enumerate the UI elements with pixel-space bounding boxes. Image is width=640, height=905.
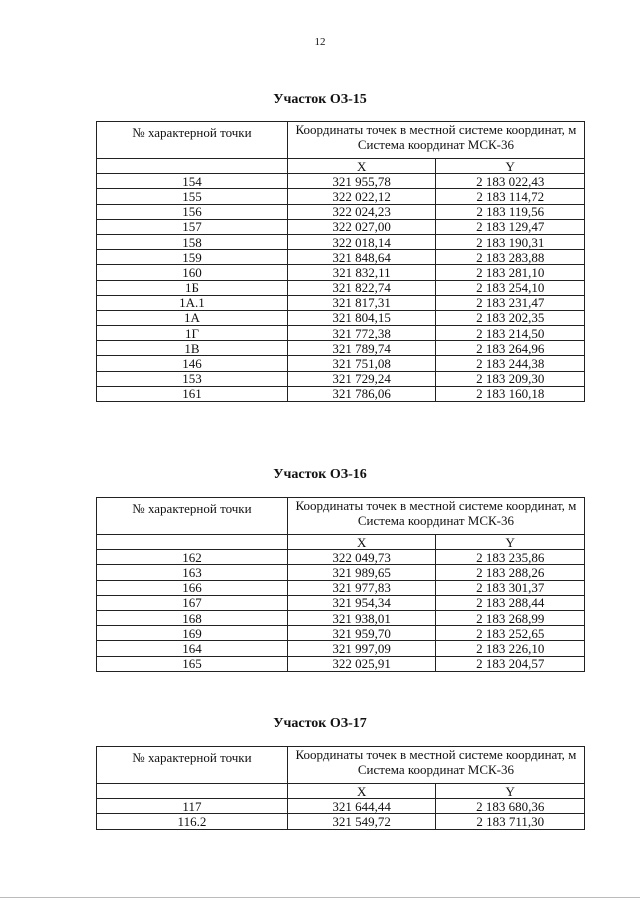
point-cell: 117 — [97, 799, 288, 814]
table-row — [97, 265, 585, 280]
table-body — [97, 174, 585, 402]
coords-column-header — [287, 747, 584, 784]
x-coordinate-cell: 321 786,06 — [287, 386, 436, 401]
y-coordinate-cell: 2 183 119,56 — [436, 204, 585, 219]
point-cell: 158 — [97, 234, 288, 249]
x-coordinate-cell: 321 955,78 — [287, 174, 436, 189]
y-coordinate-cell: 2 183 252,65 — [436, 626, 585, 641]
table-body — [97, 550, 585, 672]
x-coordinate-cell: 321 989,65 — [287, 565, 436, 580]
x-coordinate-cell: 321 822,74 — [287, 280, 436, 295]
table-row — [97, 580, 585, 595]
axis-header-row — [97, 784, 585, 799]
x-coordinate-cell: 321 772,38 — [287, 326, 436, 341]
y-coordinate-cell: 2 183 204,57 — [436, 656, 585, 671]
table-body — [97, 799, 585, 829]
axis-header-row — [97, 159, 585, 174]
y-coordinate-cell: 2 183 268,99 — [436, 610, 585, 625]
table-row — [97, 341, 585, 356]
y-coordinate-cell: 2 183 281,10 — [436, 265, 585, 280]
y-coordinate-cell: 2 183 129,47 — [436, 219, 585, 234]
table-row — [97, 386, 585, 401]
point-cell: 161 — [97, 386, 288, 401]
point-cell: 165 — [97, 656, 288, 671]
table-row — [97, 204, 585, 219]
coords-title-line1: Координаты точек в местной системе координат, м — [295, 747, 577, 762]
y-coordinate-cell: 2 183 022,43 — [436, 174, 585, 189]
point-cell: 1А.1 — [97, 295, 288, 310]
x-coordinate-cell: 322 027,00 — [287, 219, 436, 234]
x-coordinate-cell: 321 997,09 — [287, 641, 436, 656]
page-bottom-rule — [0, 897, 640, 898]
coordinates-table-oz-16 — [96, 497, 585, 672]
x-column-header: X — [287, 159, 436, 174]
x-coordinate-cell: 321 644,44 — [287, 799, 436, 814]
x-coordinate-cell: 321 832,11 — [287, 265, 436, 280]
table-row — [97, 174, 585, 189]
point-cell: 160 — [97, 265, 288, 280]
table-row — [97, 656, 585, 671]
section-title-oz-16: Участок ОЗ-16 — [273, 467, 367, 482]
coords-title-line2: Система координат МСК-36 — [357, 136, 514, 152]
point-cell: 156 — [97, 204, 288, 219]
table-row — [97, 814, 585, 829]
x-coordinate-cell: 321 729,24 — [287, 371, 436, 386]
x-coordinate-cell: 322 018,14 — [287, 234, 436, 249]
table-row — [97, 799, 585, 814]
y-coordinate-cell: 2 183 114,72 — [436, 189, 585, 204]
y-coordinate-cell: 2 183 680,36 — [436, 799, 585, 814]
table-row — [97, 626, 585, 641]
y-coordinate-cell: 2 183 288,26 — [436, 565, 585, 580]
point-column-header: № характерной точки — [97, 498, 288, 535]
table-header-row — [97, 498, 585, 535]
point-cell: 163 — [97, 565, 288, 580]
y-coordinate-cell: 2 183 160,18 — [436, 386, 585, 401]
point-cell: 162 — [97, 550, 288, 565]
x-coordinate-cell: 321 848,64 — [287, 250, 436, 265]
x-coordinate-cell: 321 817,31 — [287, 295, 436, 310]
y-column-header: Y — [436, 784, 585, 799]
table-row — [97, 595, 585, 610]
x-coordinate-cell: 321 804,15 — [287, 310, 436, 325]
point-header-blank — [97, 159, 288, 174]
coords-title-line2: Система координат МСК-36 — [357, 761, 514, 777]
x-coordinate-cell: 322 025,91 — [287, 656, 436, 671]
coords-column-header — [287, 122, 584, 159]
section-title-oz-17: Участок ОЗ-17 — [273, 716, 367, 731]
point-cell: 1Г — [97, 326, 288, 341]
x-coordinate-cell: 321 954,34 — [287, 595, 436, 610]
x-coordinate-cell: 321 549,72 — [287, 814, 436, 829]
table-row — [97, 356, 585, 371]
table-row — [97, 219, 585, 234]
table-row — [97, 189, 585, 204]
y-coordinate-cell: 2 183 301,37 — [436, 580, 585, 595]
y-coordinate-cell: 2 183 214,50 — [436, 326, 585, 341]
table-row — [97, 550, 585, 565]
point-cell: 1Б — [97, 280, 288, 295]
y-coordinate-cell: 2 183 235,86 — [436, 550, 585, 565]
x-column-header: X — [287, 784, 436, 799]
table-row — [97, 641, 585, 656]
y-coordinate-cell: 2 183 288,44 — [436, 595, 585, 610]
x-coordinate-cell: 321 789,74 — [287, 341, 436, 356]
table-row — [97, 326, 585, 341]
y-coordinate-cell: 2 183 264,96 — [436, 341, 585, 356]
y-coordinate-cell: 2 183 209,30 — [436, 371, 585, 386]
point-cell: 154 — [97, 174, 288, 189]
table-row — [97, 565, 585, 580]
table-row — [97, 295, 585, 310]
coords-column-header — [287, 498, 584, 535]
point-cell: 157 — [97, 219, 288, 234]
coords-title-line2: Система координат МСК-36 — [357, 512, 514, 528]
table-row — [97, 310, 585, 325]
point-cell: 166 — [97, 580, 288, 595]
x-coordinate-cell: 322 024,23 — [287, 204, 436, 219]
y-coordinate-cell: 2 183 283,88 — [436, 250, 585, 265]
y-coordinate-cell: 2 183 711,30 — [436, 814, 585, 829]
section-title-oz-15: Участок ОЗ-15 — [273, 92, 367, 107]
y-coordinate-cell: 2 183 254,10 — [436, 280, 585, 295]
x-coordinate-cell: 321 938,01 — [287, 610, 436, 625]
page-number: 12 — [314, 36, 326, 48]
point-cell: 168 — [97, 610, 288, 625]
y-column-header: Y — [436, 535, 585, 550]
point-cell: 167 — [97, 595, 288, 610]
point-cell: 169 — [97, 626, 288, 641]
table-row — [97, 234, 585, 249]
point-cell: 1А — [97, 310, 288, 325]
point-cell: 1В — [97, 341, 288, 356]
x-column-header: X — [287, 535, 436, 550]
axis-header-row — [97, 535, 585, 550]
y-coordinate-cell: 2 183 190,31 — [436, 234, 585, 249]
table-row — [97, 371, 585, 386]
point-cell: 116.2 — [97, 814, 288, 829]
point-column-header: № характерной точки — [97, 122, 288, 159]
y-coordinate-cell: 2 183 231,47 — [436, 295, 585, 310]
y-coordinate-cell: 2 183 244,38 — [436, 356, 585, 371]
y-column-header: Y — [436, 159, 585, 174]
y-coordinate-cell: 2 183 226,10 — [436, 641, 585, 656]
x-coordinate-cell: 321 751,08 — [287, 356, 436, 371]
coordinates-table-oz-17 — [96, 746, 585, 830]
x-coordinate-cell: 322 049,73 — [287, 550, 436, 565]
point-cell: 164 — [97, 641, 288, 656]
coordinates-table-oz-15 — [96, 121, 585, 402]
point-column-header: № характерной точки — [97, 747, 288, 784]
coords-title-line1: Координаты точек в местной системе координат, м — [295, 498, 577, 513]
coords-title-line1: Координаты точек в местной системе координат, м — [295, 122, 577, 137]
point-cell: 153 — [97, 371, 288, 386]
y-coordinate-cell: 2 183 202,35 — [436, 310, 585, 325]
x-coordinate-cell: 321 959,70 — [287, 626, 436, 641]
x-coordinate-cell: 321 977,83 — [287, 580, 436, 595]
point-cell: 146 — [97, 356, 288, 371]
table-header-row — [97, 122, 585, 159]
point-cell: 155 — [97, 189, 288, 204]
table-header-row — [97, 747, 585, 784]
point-header-blank — [97, 784, 288, 799]
point-header-blank — [97, 535, 288, 550]
point-cell: 159 — [97, 250, 288, 265]
table-row — [97, 250, 585, 265]
table-row — [97, 280, 585, 295]
table-row — [97, 610, 585, 625]
x-coordinate-cell: 322 022,12 — [287, 189, 436, 204]
